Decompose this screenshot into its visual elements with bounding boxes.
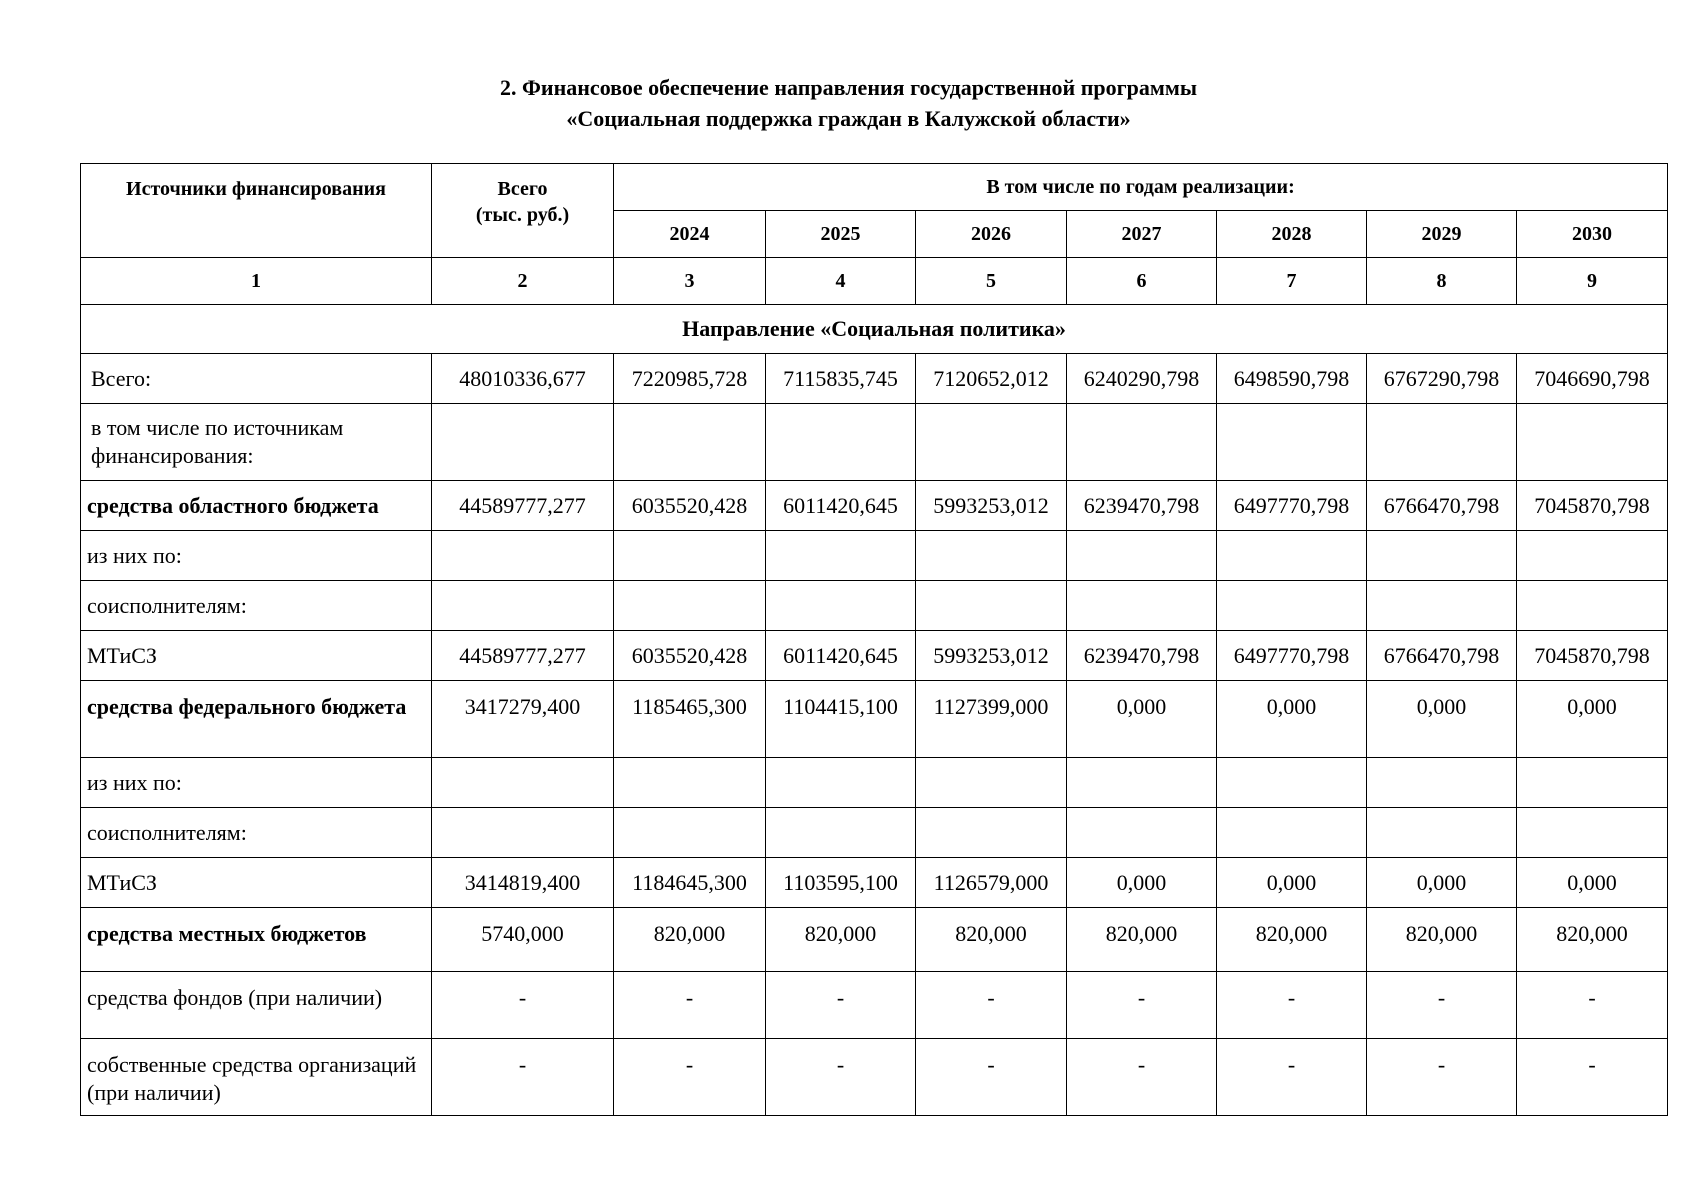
- row-label: МТиСЗ: [81, 858, 432, 908]
- row-value: [1367, 581, 1517, 631]
- header-year: 2029: [1367, 211, 1517, 258]
- row-value: [766, 531, 916, 581]
- row-label: средства местных бюджетов: [81, 908, 432, 972]
- row-value: 820,000: [1067, 908, 1217, 972]
- table-row: [81, 972, 1668, 1039]
- row-value: 0,000: [1217, 858, 1367, 908]
- row-label: средства фондов (при наличии): [81, 972, 432, 1039]
- title-line-1: 2. Финансовое обеспечение направления государственной программы: [500, 75, 1197, 100]
- row-value: [1067, 404, 1217, 481]
- row-value: 6011420,645: [766, 631, 916, 681]
- row-value: -: [1217, 1039, 1367, 1116]
- row-value: [1367, 808, 1517, 858]
- row-value: [1067, 531, 1217, 581]
- row-value: 0,000: [1367, 858, 1517, 908]
- row-value: [766, 581, 916, 631]
- row-label: из них по:: [81, 531, 432, 581]
- row-value: [1367, 758, 1517, 808]
- row-value: 1184645,300: [614, 858, 766, 908]
- table-row: [81, 531, 1668, 581]
- row-value: [1217, 531, 1367, 581]
- row-value: -: [1367, 972, 1517, 1039]
- row-value: 7120652,012: [916, 354, 1067, 404]
- row-value: 3414819,400: [432, 858, 614, 908]
- row-value: [432, 581, 614, 631]
- row-value: 1126579,000: [916, 858, 1067, 908]
- column-number: 7: [1217, 258, 1367, 305]
- row-value: [1217, 808, 1367, 858]
- row-value: [1367, 531, 1517, 581]
- row-value: [1217, 758, 1367, 808]
- row-value: [916, 581, 1067, 631]
- row-value: 7046690,798: [1517, 354, 1668, 404]
- row-value: 1104415,100: [766, 681, 916, 758]
- row-value: 5740,000: [432, 908, 614, 972]
- row-value: 820,000: [614, 908, 766, 972]
- section-title: Направление «Социальная политика»: [81, 305, 1668, 354]
- row-value: 3417279,400: [432, 681, 614, 758]
- header-year: 2030: [1517, 211, 1668, 258]
- row-value: [432, 404, 614, 481]
- row-value: [1067, 581, 1217, 631]
- title-line-2: «Социальная поддержка граждан в Калужской области»: [566, 106, 1131, 131]
- row-value: -: [916, 1039, 1067, 1116]
- row-value: -: [1067, 1039, 1217, 1116]
- header-total-line2: (тыс. руб.): [475, 204, 570, 226]
- column-number: 8: [1367, 258, 1517, 305]
- row-value: -: [916, 972, 1067, 1039]
- row-value: [1067, 758, 1217, 808]
- table-row: [81, 858, 1668, 908]
- row-value: [432, 758, 614, 808]
- row-value: [916, 758, 1067, 808]
- row-value: 6497770,798: [1217, 631, 1367, 681]
- row-value: [916, 531, 1067, 581]
- row-value: 820,000: [1517, 908, 1668, 972]
- table-row: [81, 481, 1668, 531]
- header-total-line1: Всего: [497, 178, 548, 200]
- column-number: 9: [1517, 258, 1668, 305]
- table-row: [81, 808, 1668, 858]
- table-row: [81, 631, 1668, 681]
- row-value: 820,000: [916, 908, 1067, 972]
- row-label: Всего:: [81, 354, 432, 404]
- row-value: 1103595,100: [766, 858, 916, 908]
- row-label: собственные средства организаций (при наличии): [81, 1039, 432, 1116]
- header-year: 2027: [1067, 211, 1217, 258]
- row-value: [1217, 581, 1367, 631]
- row-value: -: [766, 1039, 916, 1116]
- row-label: в том числе по источникам финансирования:: [81, 404, 432, 481]
- header-year: 2024: [614, 211, 766, 258]
- table-row: [81, 908, 1668, 972]
- header-year: 2028: [1217, 211, 1367, 258]
- row-value: [766, 808, 916, 858]
- row-value: [1517, 404, 1668, 481]
- row-value: [1217, 404, 1367, 481]
- row-value: 6766470,798: [1367, 481, 1517, 531]
- column-number: 5: [916, 258, 1067, 305]
- row-value: 6035520,428: [614, 631, 766, 681]
- row-value: [766, 404, 916, 481]
- row-value: 7115835,745: [766, 354, 916, 404]
- row-value: 820,000: [1217, 908, 1367, 972]
- header-sources: Источники финансирования: [81, 164, 432, 258]
- row-value: 0,000: [1067, 681, 1217, 758]
- row-value: [1367, 404, 1517, 481]
- row-label: соисполнителям:: [81, 581, 432, 631]
- row-value: -: [432, 972, 614, 1039]
- row-value: -: [432, 1039, 614, 1116]
- row-value: 6497770,798: [1217, 481, 1367, 531]
- row-value: 1127399,000: [916, 681, 1067, 758]
- document-title: [0, 72, 1697, 134]
- header-years-group: В том числе по годам реализации:: [614, 164, 1668, 211]
- row-value: [916, 404, 1067, 481]
- row-value: -: [1217, 972, 1367, 1039]
- row-value: 7045870,798: [1517, 631, 1668, 681]
- header-total: [432, 164, 614, 258]
- row-label: МТиСЗ: [81, 631, 432, 681]
- row-value: 48010336,677: [432, 354, 614, 404]
- row-value: [432, 808, 614, 858]
- row-value: -: [614, 972, 766, 1039]
- row-label: средства федерального бюджета: [81, 681, 432, 758]
- table-row: [81, 681, 1668, 758]
- row-value: 6766470,798: [1367, 631, 1517, 681]
- row-value: [766, 758, 916, 808]
- column-number: 2: [432, 258, 614, 305]
- row-value: 44589777,277: [432, 631, 614, 681]
- row-value: 820,000: [1367, 908, 1517, 972]
- row-value: [1517, 758, 1668, 808]
- row-value: [614, 404, 766, 481]
- row-value: 0,000: [1067, 858, 1217, 908]
- header-year: 2025: [766, 211, 916, 258]
- row-value: [614, 808, 766, 858]
- row-value: [1517, 581, 1668, 631]
- table-row: [81, 1039, 1668, 1116]
- row-value: [432, 531, 614, 581]
- row-value: 6240290,798: [1067, 354, 1217, 404]
- row-value: 6767290,798: [1367, 354, 1517, 404]
- row-value: [1517, 808, 1668, 858]
- row-value: 5993253,012: [916, 481, 1067, 531]
- row-value: 0,000: [1367, 681, 1517, 758]
- row-value: -: [614, 1039, 766, 1116]
- row-value: -: [1517, 972, 1668, 1039]
- row-value: 5993253,012: [916, 631, 1067, 681]
- row-value: 6035520,428: [614, 481, 766, 531]
- column-number: 4: [766, 258, 916, 305]
- row-value: 820,000: [766, 908, 916, 972]
- row-value: 0,000: [1517, 858, 1668, 908]
- row-value: [614, 581, 766, 631]
- table-row: [81, 404, 1668, 481]
- row-value: 0,000: [1517, 681, 1668, 758]
- table-row: [81, 581, 1668, 631]
- row-value: -: [1067, 972, 1217, 1039]
- column-number: 6: [1067, 258, 1217, 305]
- row-value: 6498590,798: [1217, 354, 1367, 404]
- row-value: 44589777,277: [432, 481, 614, 531]
- row-value: [1067, 808, 1217, 858]
- row-value: 7045870,798: [1517, 481, 1668, 531]
- row-value: 6239470,798: [1067, 631, 1217, 681]
- row-value: 7220985,728: [614, 354, 766, 404]
- row-value: 0,000: [1217, 681, 1367, 758]
- row-value: [614, 758, 766, 808]
- row-label: из них по:: [81, 758, 432, 808]
- row-value: [916, 808, 1067, 858]
- row-value: -: [1517, 1039, 1668, 1116]
- column-number: 3: [614, 258, 766, 305]
- row-value: -: [1367, 1039, 1517, 1116]
- row-label: соисполнителям:: [81, 808, 432, 858]
- row-value: -: [766, 972, 916, 1039]
- row-value: [1517, 531, 1668, 581]
- header-year: 2026: [916, 211, 1067, 258]
- row-value: 6011420,645: [766, 481, 916, 531]
- table-row: [81, 354, 1668, 404]
- row-value: [614, 531, 766, 581]
- table-row: [81, 758, 1668, 808]
- financing-table: [80, 163, 1668, 1116]
- row-value: 1185465,300: [614, 681, 766, 758]
- row-value: 6239470,798: [1067, 481, 1217, 531]
- row-label: средства областного бюджета: [81, 481, 432, 531]
- column-number: 1: [81, 258, 432, 305]
